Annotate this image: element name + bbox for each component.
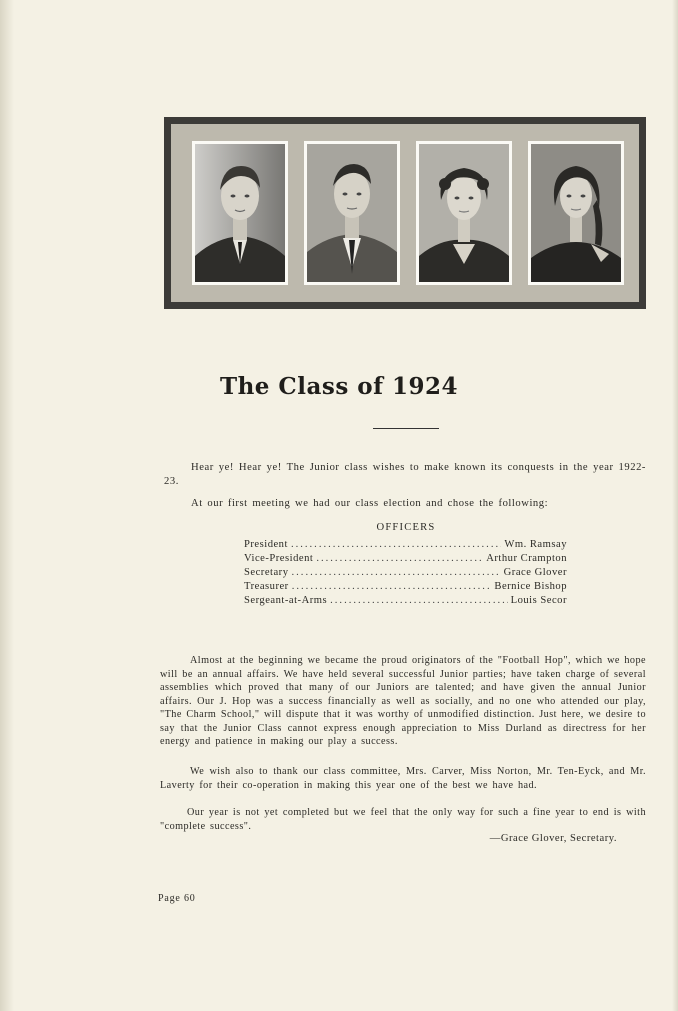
officer-row [244,595,567,608]
leader-dots [292,567,501,578]
officer-role: President [244,539,288,550]
leader-dots [292,581,492,592]
officer-role: Treasurer [244,581,289,592]
leader-dots [316,553,483,564]
officer-role: Vice-President [244,553,314,564]
officer-row [244,539,567,552]
officer-name: Wm. Ramsay [504,539,567,550]
body-paragraph: Almost at the beginning we became the proud originators of the "Football Hop", which we hope will be an annual affairs. We have held several successful Junior parties; have taken charge of several assemblies which proved that many of our Juniors are talented; and have given the annual Junior affairs. Our J. Hop was a success financially as well as socially, and no one who attended our play, "The Charm School," will dispute that it was worthy of unmodified distinction. Just here, we desire to say that the Junior Class cannot express enough appreciation to Miss Durland as directress for her energy and patience in making our play a success. [160,655,646,747]
officers-heading: OFFICERS [376,522,436,533]
binding-shadow [0,0,14,1011]
election-paragraph: At our first meeting we had our class election and chose the following: [191,498,549,509]
body-paragraph: Our year is not yet completed but we feel that the only way for such a fine year to end is with "complete success". [160,807,646,832]
officer-name: Louis Secor [510,595,567,606]
leader-dots [291,539,501,550]
officer-name: Bernice Bishop [494,581,567,592]
portrait-young-man-icon [192,141,288,285]
class-officer-photo-strip [164,117,646,309]
leader-dots [330,595,507,606]
portrait-woman-icon [528,141,624,285]
page-title: The Class of 1924 [219,373,459,400]
intro-paragraph: Hear ye! Hear ye! The Junior class wishes to make known its conquests in the year 1922-23. [164,462,646,487]
officer-row [244,567,567,580]
portrait-woman-curly-hair-icon [416,141,512,285]
officer-row [244,553,567,566]
title-divider [373,428,439,429]
page-number: Page 60 [158,893,196,904]
officer-name: Grace Glover [503,567,567,578]
page-edge [672,0,678,1011]
signature: —Grace Glover, Secretary. [489,833,617,844]
officer-role: Sergeant-at-Arms [244,595,328,606]
portrait-man-icon [304,141,400,285]
officer-name: Arthur Crampton [486,553,567,564]
officer-role: Secretary [244,567,289,578]
officer-row [244,581,567,594]
body-paragraph: We wish also to thank our class committee, Mrs. Carver, Miss Norton, Mr. Ten-Eyck, and Mr. Laverty for their co-operation in making this year one of the best we have had. [160,766,646,791]
